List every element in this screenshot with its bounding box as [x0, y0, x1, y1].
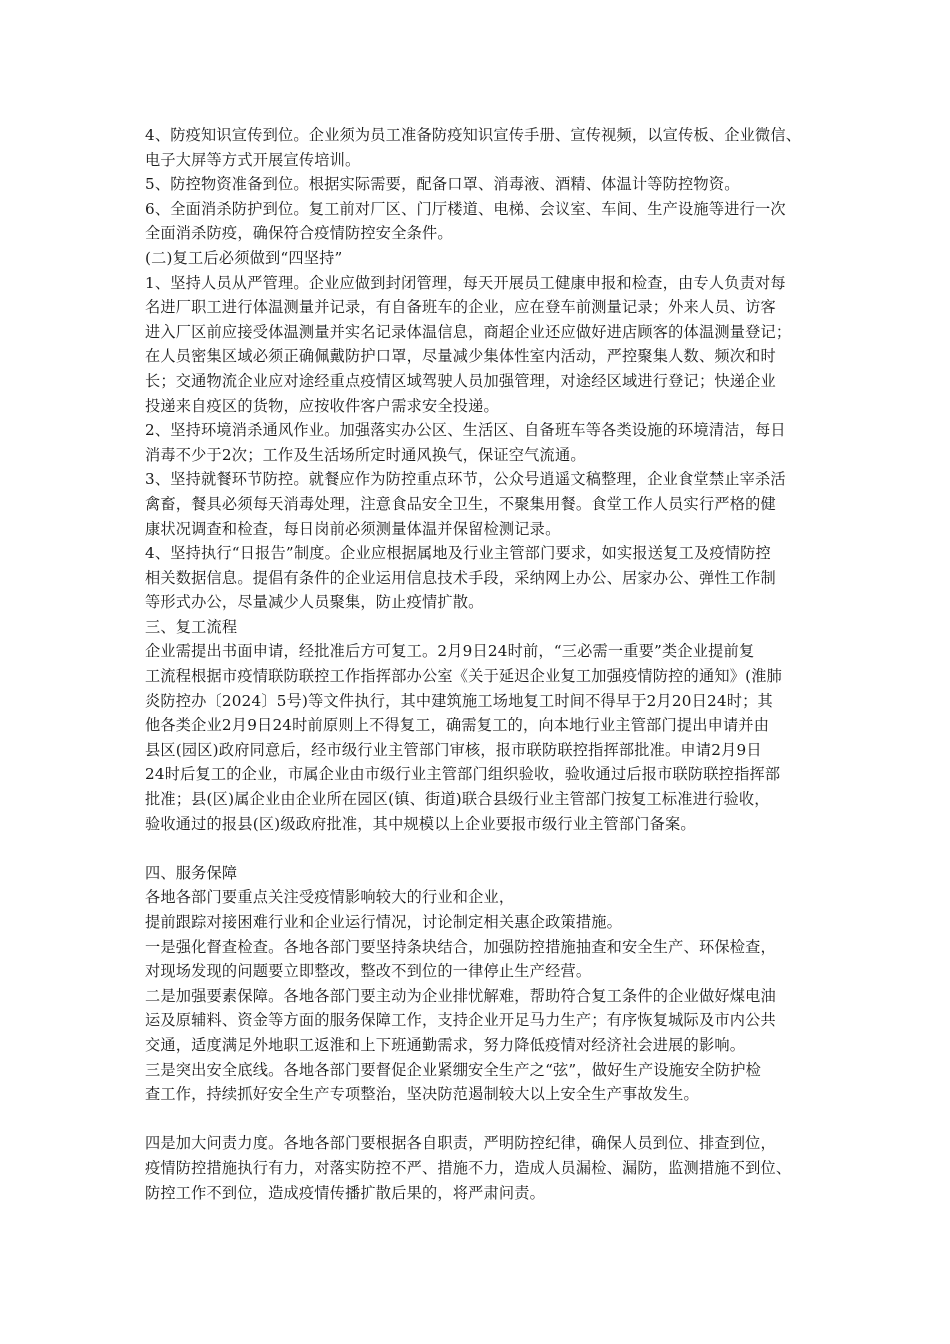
text-line: 电子大屏等方式开展宣传培训。: [145, 150, 361, 169]
text-line: 长；交通物流企业应对途经重点疫情区域驾驶人员加强管理，对途经区域进行登记；快递企业: [145, 371, 776, 390]
text-line: 等形式办公，尽量减少人员聚集，防止疫情扩散。: [145, 593, 484, 612]
text-line: 工流程根据市疫情联防联控工作指挥部办公室《关于延迟企业复工加强疫情防控的通知》(淮肺: [145, 667, 783, 686]
text-line: 四、服务保障: [145, 863, 238, 882]
document-body: [145, 123, 835, 1205]
text-line: (二)复工后必须做到“四坚持”: [145, 248, 343, 267]
text-line: 相关数据信息。提倡有条件的企业运用信息技术手段，采纳网上办公、居家办公、弹性工作制: [145, 568, 776, 587]
text-line: 4、坚持执行“日报告”制度。企业应根据属地及行业主管部门要求，如实报送复工及疫情防控: [145, 544, 771, 563]
text-line: 6、全面消杀防护到位。复工前对厂区、门厅楼道、电梯、会议室、车间、生产设施等进行一次: [145, 199, 786, 218]
text-line: 进入厂区前应接受体温测量并实名记录体温信息，商超企业还应做好进店顾客的体温测量登记；: [145, 322, 792, 341]
text-line: 疫情防控措施执行有力，对落实防控不严、措施不力，造成人员漏检、漏防，监测措施不到位、: [145, 1158, 792, 1177]
text-line: 县区(园区)政府同意后，经市级行业主管部门审核，报市联防联控指挥部批准。申请2月9日: [145, 740, 762, 759]
text-line: 炎防控办〔2024〕5号)等文件执行，其中建筑施工场地复工时间不得早于2月20日24时；其: [145, 691, 773, 710]
text-line: 全面消杀防疫，确保符合疫情防控安全条件。: [145, 224, 453, 243]
text-line: 2、坚持环境消杀通风作业。加强落实办公区、生活区、自备班车等各类设施的环境清洁，每日: [145, 421, 786, 440]
text-line: 4、防疫知识宣传到位。企业须为员工准备防疫知识宣传手册、宣传视频，以宣传板、企业微信、: [145, 126, 802, 144]
text-line: 防控工作不到位，造成疫情传播扩散后果的，将严肃问责。: [145, 1183, 546, 1202]
text-line: 企业需提出书面申请，经批准后方可复工。2月9日24时前，“三必需一重要”类企业提前复: [145, 642, 755, 661]
text-line: 24时后复工的企业，市属企业由市级行业主管部门组织验收，验收通过后报市联防联控指挥部: [145, 765, 781, 784]
text-line: 批准；县(区)属企业由企业所在园区(镇、街道)联合县级行业主管部门按复工标准进行验收，: [145, 790, 770, 809]
text-line: 1、坚持人员从严管理。企业应做到封闭管理，每天开展员工健康申报和检查，由专人负责对每: [145, 273, 786, 292]
text-line: 验收通过的报县(区)级政府批准，其中规模以上企业要报市级行业主管部门备案。: [145, 814, 696, 833]
text-line: 禽畜，餐具必须每天消毒处理，注意食品安全卫生，不聚集用餐。食堂工作人员实行严格的健: [145, 494, 776, 513]
text-line: 他各类企业2月9日24时前原则上不得复工，确需复工的，向本地行业主管部门提出申请并由: [145, 716, 770, 735]
text-line: 康状况调查和检查，每日岗前必须测量体温并保留检测记录。: [145, 519, 561, 538]
blank-line: [145, 836, 835, 861]
text-line: 各地各部门要重点关注受疫情影响较大的行业和企业，: [145, 888, 515, 907]
text-line: 四是加大问责力度。各地各部门要根据各自职责，严明防控纪律，确保人员到位、排查到位，: [145, 1134, 776, 1153]
text-line: 提前跟踪对接困难行业和企业运行情况，讨论制定相关惠企政策措施。: [145, 913, 623, 931]
text-line: 消毒不少于2次；工作及生活场所定时通风换气，保证空气流通。: [145, 445, 586, 464]
text-line: 一是强化督查检查。各地各部门要坚持条块结合，加强防控措施抽查和安全生产、环保检查，: [145, 937, 776, 956]
text-line: 三、复工流程: [145, 617, 238, 636]
text-line: 二是加强要素保障。各地各部门要主动为企业排忧解难，帮助符合复工条件的企业做好煤电油: [145, 986, 776, 1005]
text-line: 对现场发现的问题要立即整改，整改不到位的一律停止生产经营。: [145, 962, 592, 981]
text-line: 3、坚持就餐环节防控。就餐应作为防控重点环节，公众号逍遥文稿整理，企业食堂禁止宰杀活: [145, 470, 786, 489]
blank-line: [145, 1107, 835, 1132]
text-line: 名进厂职工进行体温测量并记录，有自备班车的企业，应在登车前测量记录；外来人员、访客: [145, 298, 776, 317]
text-line: 在人员密集区域必须正确佩戴防护口罩，尽量减少集体性室内活动，严控聚集人数、频次和时: [145, 347, 776, 366]
text-line: 交通，适度满足外地职工返淮和上下班通勤需求，努力降低疫情对经济社会进展的影响。: [145, 1035, 746, 1054]
text-line: 投递来自疫区的货物，应按收件客户需求安全投递。: [145, 396, 499, 415]
text-line: 运及原辅料、资金等方面的服务保障工作，支持企业开足马力生产；有序恢复城际及市内公共: [145, 1011, 776, 1030]
text-line: 查工作，持续抓好安全生产专项整治，坚决防范遏制较大以上安全生产事故发生。: [145, 1085, 699, 1104]
text-line: 5、防控物资准备到位。根据实际需要，配备口罩、消毒液、酒精、体温计等防控物资。: [145, 175, 740, 194]
text-line: 三是突出安全底线。各地各部门要督促企业紧绷安全生产之“弦”，做好生产设施安全防护检: [145, 1060, 762, 1079]
